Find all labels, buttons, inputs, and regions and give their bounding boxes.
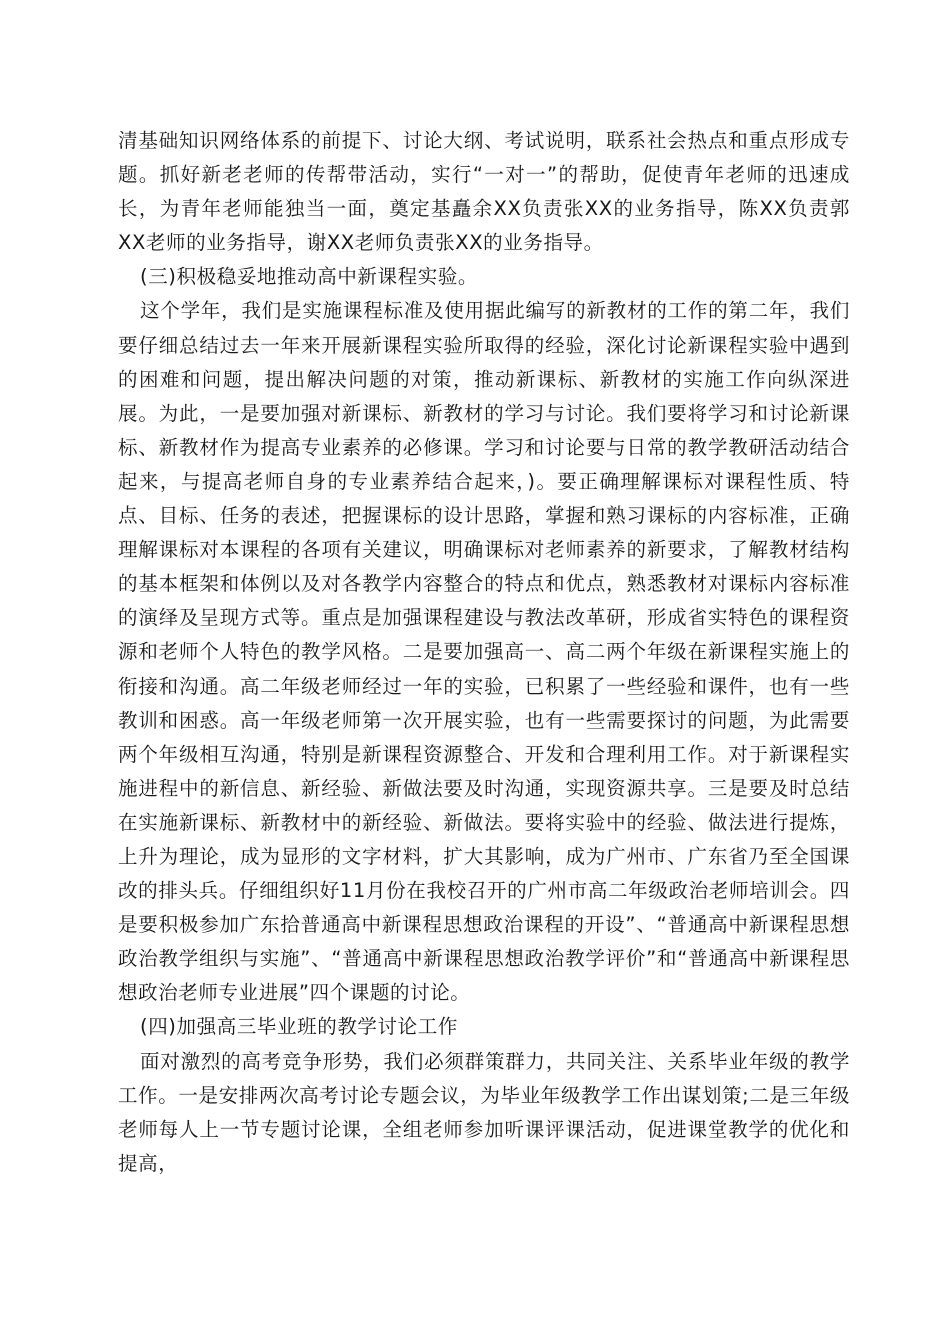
paragraph-graduating-class: 面对激烈的高考竞争形势，我们必须群策群力，共同关注、关系毕业年级的教学工作。一是安排两次高考讨论专题会议，为毕业年级教学工作出谋划策;二是三年级老师每人上一节专题讨论课，全组老师参加听课评课活动，促进课堂教学的优化和提高，	[118, 1049, 850, 1175]
section-heading-four: (四)加强高三毕业班的教学讨论工作	[140, 1015, 458, 1039]
section-heading-three: (三)积极稳妥地推动高中新课程实验。	[140, 265, 479, 289]
document-page	[118, 124, 850, 1181]
paragraph-continuation: 清基础知识网络体系的前提下、讨论大纲、考试说明，联系社会热点和重点形成专题。抓好新老老师的传帮带活动，实行“一对一”的帮助，促使青年老师的迅速成长，为青年老师能独当一面，奠定基矗余XX负责张XX的业务指导，陈XX负责郭XX老师的业务指导，谢XX老师负责张XX的业务指导。	[118, 129, 850, 255]
paragraph-new-curriculum: 这个学年，我们是实施课程标准及使用据此编写的新教材的工作的第二年，我们要仔细总结过去一年来开展新课程实验所取得的经验，深化讨论新课程实验中遇到的困难和问题，提出解决问题的对策，推动新课标、新教材的实施工作向纵深进展。为此，一是要加强对新课标、新教材的学习与讨论。我们要将学习和讨论新课标、新教材作为提高专业素养的必修课。学习和讨论要与日常的教学教研活动结合起来，与提高老师自身的专业素养结合起来，)。要正确理解课标对课程性质、特点、目标、任务的表述，把握课标的设计思路，掌握和熟习课标的内容标准，正确理解课标对本课程的各项有关建议，明确课标对老师素养的新要求，了解教材结构的基本框架和体例以及对各教学内容整合的特点和优点，熟悉教材对课标内容标准的演绎及呈现方式等。重点是加强课程建设与教法改革研，形成省实特色的课程资源和老师个人特色的教学风格。二是要加强高一、高二两个年级在新课程实施上的衔接和沟通。高二年级老师经过一年的实验，已积累了一些经验和课件，也有一些教训和困惑。高一年级老师第一次开展实验，也有一些需要探讨的问题，为此需要两个年级相互沟通，特别是新课程资源整合、开发和合理利用工作。对于新课程实施进程中的新信息、新经验、新做法要及时沟通，实现资源共享。三是要及时总结在实施新课标、新教材中的新经验、新做法。要将实验中的经验、做法进行提炼，上升为理论，成为显形的文字材料，扩大其影响，成为广州市、广东省乃至全国课改的排头兵。仔细组织好11月份在我校召开的广州市高二年级政治老师培训会。四是要积极参加广东拾普通高中新课程思想政治课程的开设”、“普通高中新课程思想政治教学组织与实施”、“普通高中新课程思想政治教学评价”和“普通高中新课程思想政治老师专业进展”四个课题的讨论。	[118, 299, 850, 1005]
